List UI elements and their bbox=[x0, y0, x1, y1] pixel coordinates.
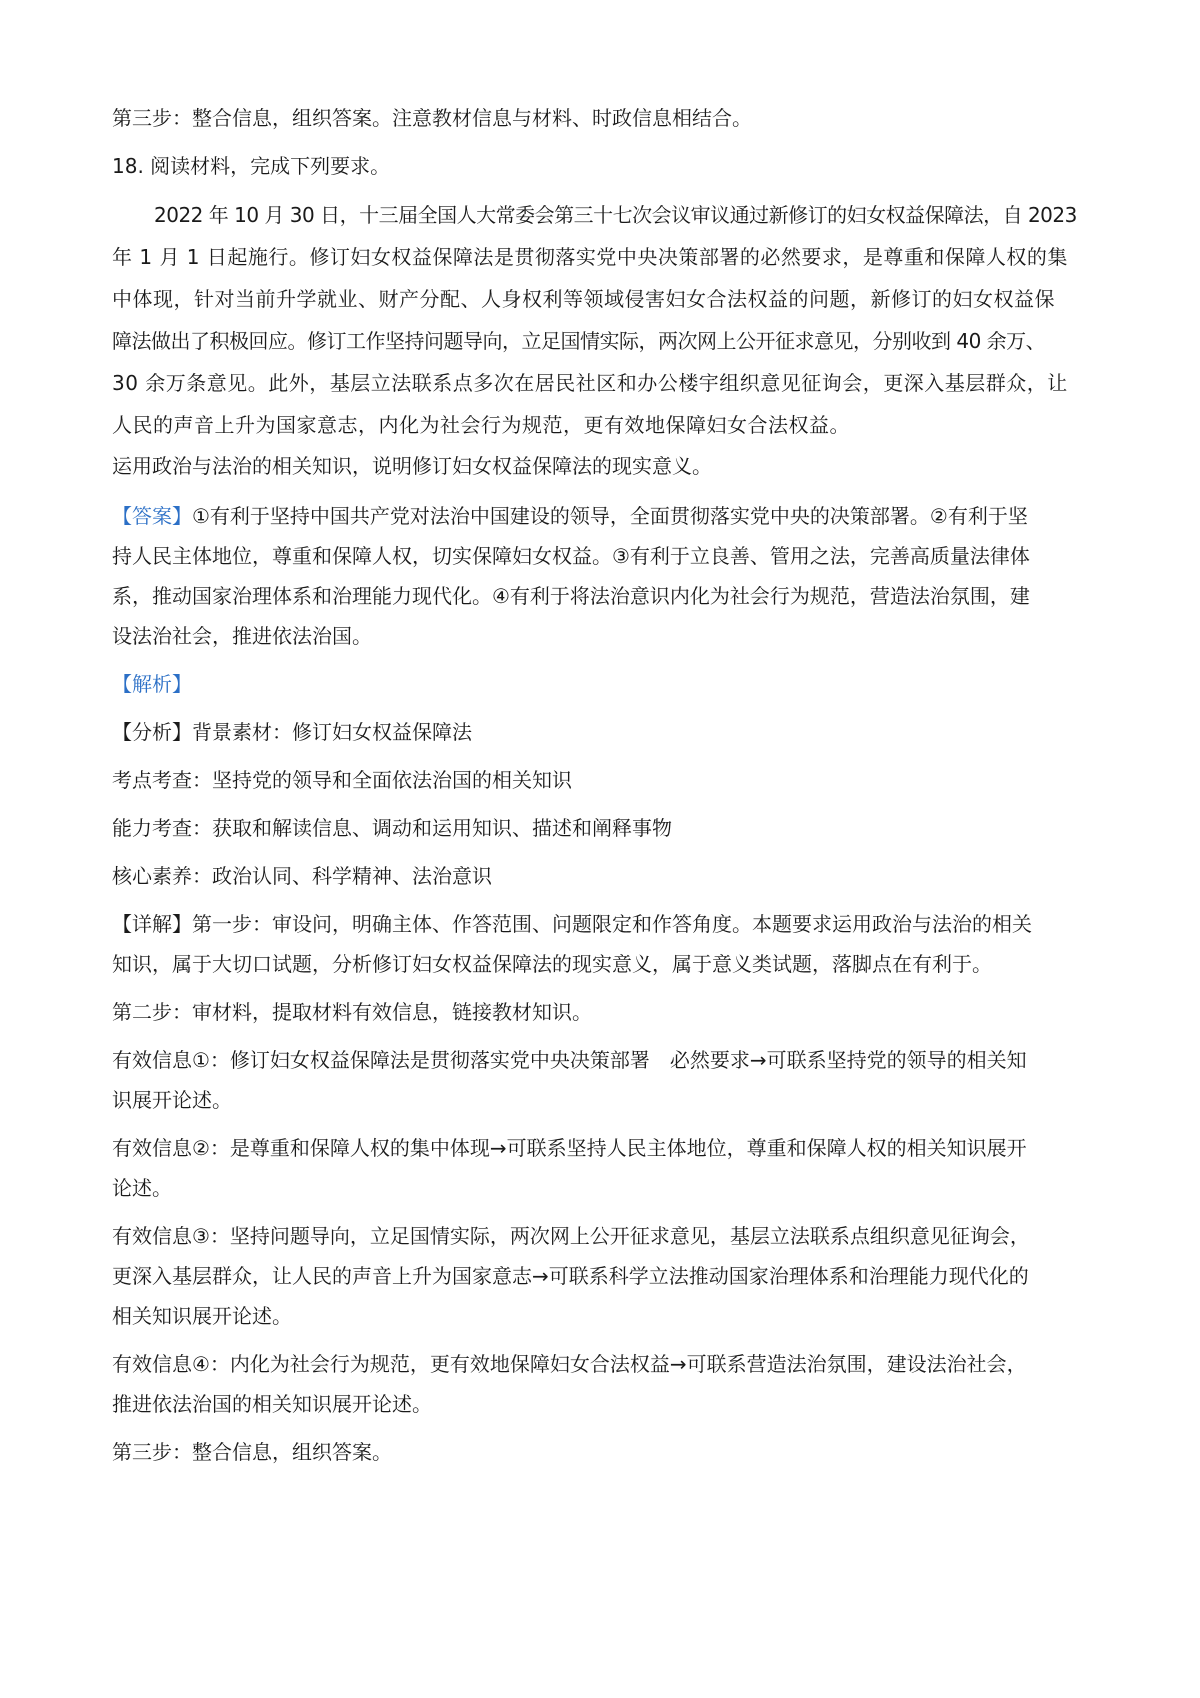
question-title: 18. 阅读材料，完成下列要求。 bbox=[112, 154, 391, 178]
answer-line: 持人民主体地位，尊重和保障人权，切实保障妇女权益。③有利于立良善、管用之法，完善高质量法律体 bbox=[112, 544, 1030, 568]
material-line: 人民的声音上升为国家意志，内化为社会行为规范，更有效地保障妇女合法权益。 bbox=[112, 413, 850, 437]
material-line: 30 余万条意见。此外，基层立法联系点多次在居民社区和办公楼宇组织意见征询会，更深入基层群众，让 bbox=[112, 371, 1068, 395]
analysis-line: 【分析】背景素材：修订妇女权益保障法 bbox=[112, 720, 472, 744]
document-page bbox=[112, 98, 1098, 1472]
detail-line: 有效信息①：修订妇女权益保障法是贯彻落实党中央决策部署 必然要求→可联系坚持党的领导的相关知 bbox=[112, 1048, 1027, 1072]
analysis-line: 考点考查：坚持党的领导和全面依法治国的相关知识 bbox=[112, 768, 572, 792]
question-prompt: 运用政治与法治的相关知识，说明修订妇女权益保障法的现实意义。 bbox=[112, 454, 712, 478]
analysis-line: 核心素养：政治认同、科学精神、法治意识 bbox=[112, 864, 492, 888]
answer-block bbox=[112, 496, 1098, 656]
answer-line: ①有利于坚持中国共产党对法治中国建设的领导，全面贯彻落实党中央的决策部署。②有利于坚 bbox=[192, 504, 1028, 528]
detail-line: 论述。 bbox=[112, 1176, 172, 1200]
question-material bbox=[112, 194, 1098, 446]
detail-block bbox=[112, 904, 1098, 1472]
detail-line: 推进依法治国的相关知识展开论述。 bbox=[112, 1392, 432, 1416]
answer-line: 系，推动国家治理体系和治理能力现代化。④有利于将法治意识内化为社会行为规范，营造法治氛围，建 bbox=[112, 584, 1030, 608]
detail-line: 识展开论述。 bbox=[112, 1088, 232, 1112]
material-line: 2022 年 10 月 30 日，十三届全国人大常委会第三十七次会议审议通过新修订的妇女权益保障法，自 2023 bbox=[154, 203, 1077, 227]
answer-line: 设法治社会，推进依法治国。 bbox=[112, 624, 372, 648]
material-line: 年 1 月 1 日起施行。修订妇女权益保障法是贯彻落实党中央决策部署的必然要求，是尊重和保障人权的集 bbox=[112, 245, 1068, 269]
detail-line: 有效信息③：坚持问题导向，立足国情实际，两次网上公开征求意见，基层立法联系点组织意见征询会， bbox=[112, 1224, 1030, 1248]
previous-step-line: 第三步：整合信息，组织答案。注意教材信息与材料、时政信息相结合。 bbox=[112, 106, 752, 130]
analysis-line: 能力考查：获取和解读信息、调动和运用知识、描述和阐释事物 bbox=[112, 816, 672, 840]
detail-line: 相关知识展开论述。 bbox=[112, 1304, 292, 1328]
material-line: 中体现，针对当前升学就业、财产分配、人身权利等领域侵害妇女合法权益的问题，新修订的妇女权益保 bbox=[112, 287, 1055, 311]
detail-line: 【详解】第一步：审设问，明确主体、作答范围、问题限定和作答角度。本题要求运用政治与法治的相关 bbox=[112, 912, 1032, 936]
detail-line: 第二步：审材料，提取材料有效信息，链接教材知识。 bbox=[112, 1000, 592, 1024]
detail-line: 更深入基层群众，让人民的声音上升为国家意志→可联系科学立法推动国家治理体系和治理能力现代化的 bbox=[112, 1264, 1029, 1288]
detail-line: 第三步：整合信息，组织答案。 bbox=[112, 1440, 392, 1464]
detail-line: 有效信息④：内化为社会行为规范，更有效地保障妇女合法权益→可联系营造法治氛围，建设法治社会， bbox=[112, 1352, 1027, 1376]
analysis-label: 【解析】 bbox=[112, 672, 192, 696]
detail-line: 知识，属于大切口试题，分析修订妇女权益保障法的现实意义，属于意义类试题，落脚点在有利于。 bbox=[112, 952, 992, 976]
analysis-block bbox=[112, 664, 1098, 896]
detail-line: 有效信息②：是尊重和保障人权的集中体现→可联系坚持人民主体地位，尊重和保障人权的相关知识展开 bbox=[112, 1136, 1027, 1160]
answer-label: 【答案】 bbox=[112, 504, 192, 528]
material-line: 障法做出了积极回应。修订工作坚持问题导向，立足国情实际，两次网上公开征求意见，分别收到 40 余万、 bbox=[112, 329, 1046, 353]
